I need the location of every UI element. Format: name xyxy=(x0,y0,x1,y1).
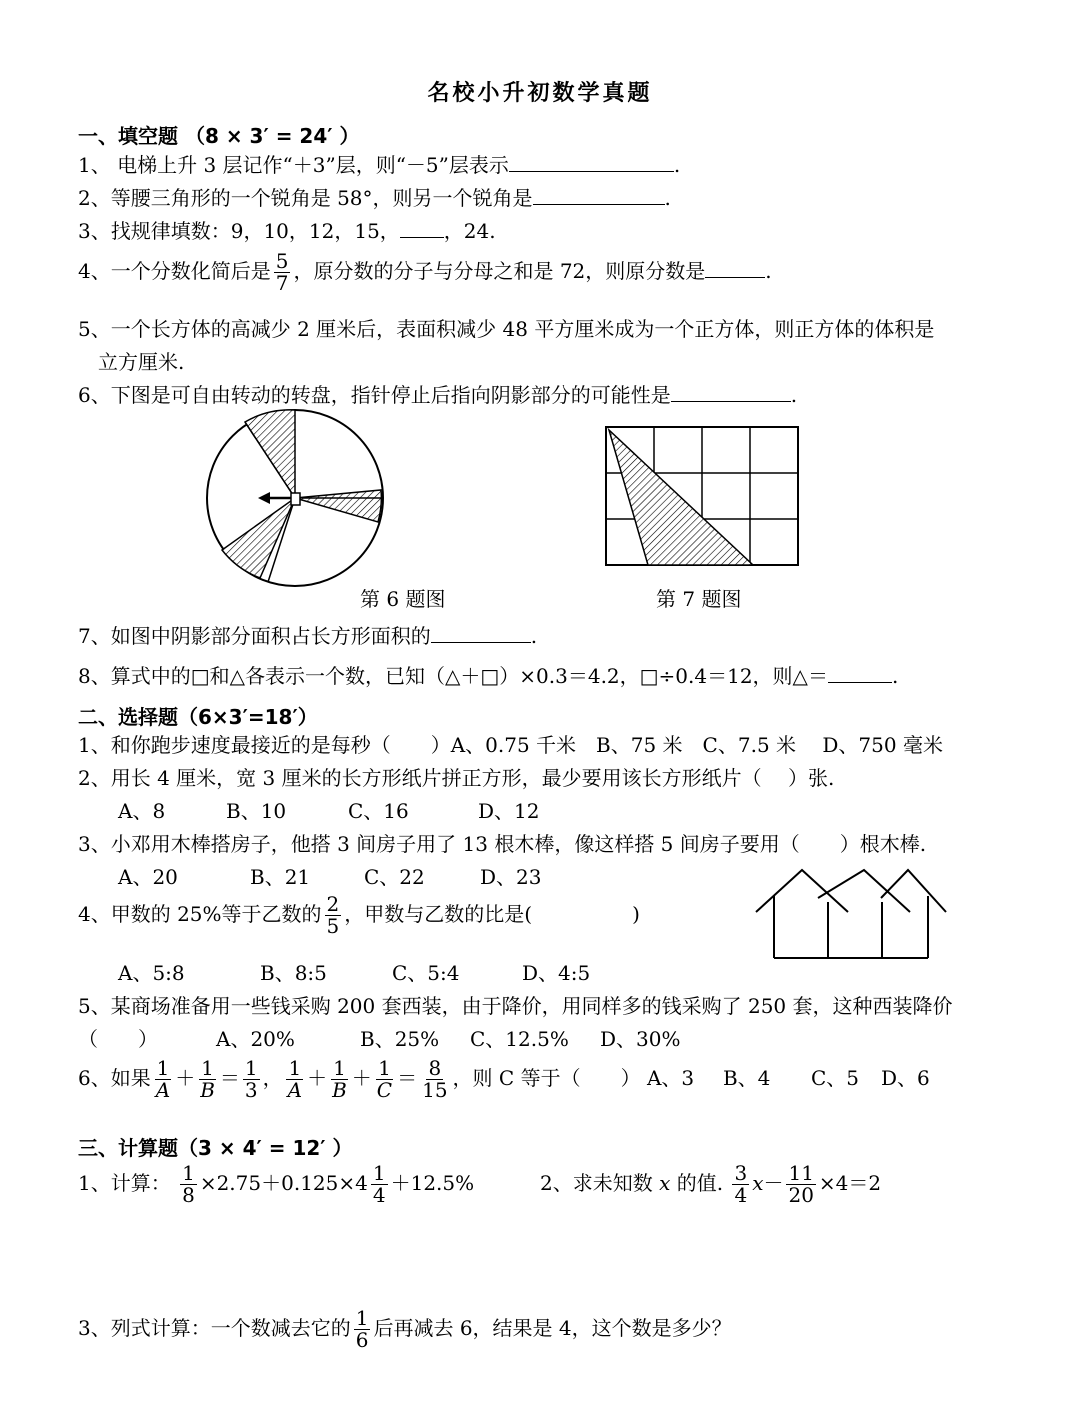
option[interactable]: A、20 xyxy=(118,865,178,889)
fraction: $\frac{5}{7}$ xyxy=(275,249,289,295)
answer-blank[interactable] xyxy=(828,664,892,683)
figure-6-caption: 第 6 题图 xyxy=(360,587,446,611)
s3-question-2: 2、求未知数 x 的值. $\frac{3}{4}$ x－ $\frac{11}{20}$ ×4＝2 xyxy=(540,1161,882,1207)
option[interactable]: B、10 xyxy=(226,799,287,823)
s2-question-6: 6、如果 $\frac{1}{A}$ ＋ $\frac{1}{B}$ ＝ $\frac{1}{3}$ ， $\frac{1}{A}$ ＋ $\frac{1}{B}$ ＋ $\frac{1}{C}$ ＝ $\frac{8}{15}$ ，则 C 等于（ ） A、3 B、4 C、5 D、6 xyxy=(78,1056,930,1102)
fraction: $\frac{1}{B}$ xyxy=(332,1056,347,1102)
s2-question-3-options xyxy=(118,865,541,889)
s2-question-1: 1、和你跑步速度最接近的是每秒（ ）A、0.75 千米 B、75 米 C、7.5 米 D、750 毫米 xyxy=(78,733,943,757)
grid-figure xyxy=(605,426,805,568)
s2-question-2-options xyxy=(118,799,539,823)
option[interactable]: C、12.5% xyxy=(470,1027,569,1051)
answer-paren[interactable]: （ ） xyxy=(78,1027,158,1051)
fraction: $\frac{1}{6}$ xyxy=(355,1306,369,1352)
page-title: 名校小升初数学真题 xyxy=(427,81,653,106)
fraction: $\frac{1}{B}$ xyxy=(200,1056,215,1102)
option[interactable]: B、8:5 xyxy=(260,961,327,985)
s1-question-5: 5、一个长方体的高减少 2 厘米后，表面积减少 48 平方厘米成为一个正方体，则正方体的体积是 xyxy=(78,317,935,341)
fraction: $\frac{1}{A}$ xyxy=(155,1056,171,1102)
s2-question-5: 5、某商场准备用一些钱采购 200 套西装，由于降价，用同样多的钱采购了 250 套，这种西装降价 xyxy=(78,994,953,1018)
s2-question-4-options xyxy=(118,961,590,985)
s1-question-5-cont: 立方厘米. xyxy=(98,350,185,374)
option[interactable]: C、5:4 xyxy=(392,961,460,985)
option[interactable]: A、5:8 xyxy=(118,961,185,985)
s1-question-2: 2、等腰三角形的一个锐角是 58°，则另一个锐角是 . xyxy=(78,186,671,210)
fraction: $\frac{1}{4}$ xyxy=(372,1161,386,1207)
fraction: $\frac{8}{15}$ xyxy=(422,1056,448,1102)
section-1-heading: 一、填空题 （8 × 3′ = 24′ ） xyxy=(78,124,360,148)
s1-question-3: 3、找规律填数：9，10，12，15， ，24. xyxy=(78,219,496,243)
s2-question-2: 2、用长 4 厘米，宽 3 厘米的长方形纸片拼正方形，最少要用该长方形纸片（ ）张. xyxy=(78,766,835,790)
s3-question-1: 1、计算： $\frac{1}{8}$ ×2.75＋0.125×4 $\frac{1}{4}$ ＋12.5% xyxy=(78,1161,475,1207)
option[interactable]: D、4:5 xyxy=(522,961,591,985)
s2-question-5-options xyxy=(78,1027,681,1051)
option[interactable]: C、16 xyxy=(348,799,409,823)
answer-blank[interactable] xyxy=(533,186,665,205)
s1-question-6: 6、下图是可自由转动的转盘，指针停止后指向阴影部分的可能性是 . xyxy=(78,383,798,407)
s2-question-4: 4、甲数的 25%等于乙数的 $\frac{2}{5}$ ，甲数与乙数的比是( ) xyxy=(78,892,640,938)
fraction: $\frac{11}{20}$ xyxy=(788,1161,814,1207)
option[interactable]: C、5 xyxy=(810,1066,859,1090)
option[interactable]: D、30% xyxy=(600,1027,681,1051)
answer-blank[interactable] xyxy=(400,219,444,238)
option[interactable]: D、6 xyxy=(880,1066,930,1090)
option[interactable]: A、8 xyxy=(118,799,166,823)
option[interactable]: B、25% xyxy=(360,1027,440,1051)
section-2-heading: 二、选择题（6×3′=18′） xyxy=(78,705,318,729)
answer-blank[interactable] xyxy=(705,259,765,278)
answer-blank[interactable] xyxy=(509,153,674,172)
option[interactable]: C、22 xyxy=(364,865,425,889)
answer-blank[interactable] xyxy=(431,624,531,643)
fraction: $\frac{1}{C}$ xyxy=(376,1056,393,1102)
option[interactable]: A、3 xyxy=(646,1066,695,1090)
s1-question-7: 7、如图中阴影部分面积占长方形面积的 . xyxy=(78,624,538,648)
option[interactable]: A、20% xyxy=(216,1027,295,1051)
s3-question-3: 3、列式计算：一个数减去它的 $\frac{1}{6}$ 后再减去 6，结果是 4，这个数是多少？ xyxy=(78,1306,732,1352)
fraction: $\frac{1}{3}$ xyxy=(244,1056,258,1102)
s1-question-4: 4、一个分数化简后是 $\frac{5}{7}$ ，原分数的分子与分母之和是 72，则原分数是 . xyxy=(78,249,772,295)
option[interactable]: D、23 xyxy=(480,865,542,889)
option[interactable]: D、12 xyxy=(478,799,540,823)
section-3-heading: 三、计算题（3 × 4′ = 12′ ） xyxy=(78,1136,353,1160)
s1-question-1: 1、 电梯上升 3 层记作“＋3”层，则“－5”层表示 . xyxy=(78,153,681,177)
fraction: $\frac{2}{5}$ xyxy=(326,892,340,938)
s1-question-8: 8、算式中的□和△各表示一个数，已知（△＋□）×0.3＝4.2，□÷0.4＝12，则△＝ . xyxy=(78,664,899,688)
s2-question-3: 3、小邓用木棒搭房子，他搭 3 间房子用了 13 根木棒，像这样搭 5 间房子要用（ ）根木棒. xyxy=(78,832,927,856)
figure-7-caption: 第 7 题图 xyxy=(656,587,742,611)
fraction: $\frac{1}{8}$ xyxy=(182,1161,195,1207)
spinner-figure xyxy=(200,410,400,590)
option[interactable]: B、4 xyxy=(722,1066,771,1090)
answer-blank[interactable] xyxy=(671,383,791,402)
houses-figure xyxy=(756,868,956,968)
fraction: $\frac{3}{4}$ xyxy=(734,1161,748,1207)
fraction: $\frac{1}{A}$ xyxy=(287,1056,303,1102)
option[interactable]: B、21 xyxy=(250,865,311,889)
